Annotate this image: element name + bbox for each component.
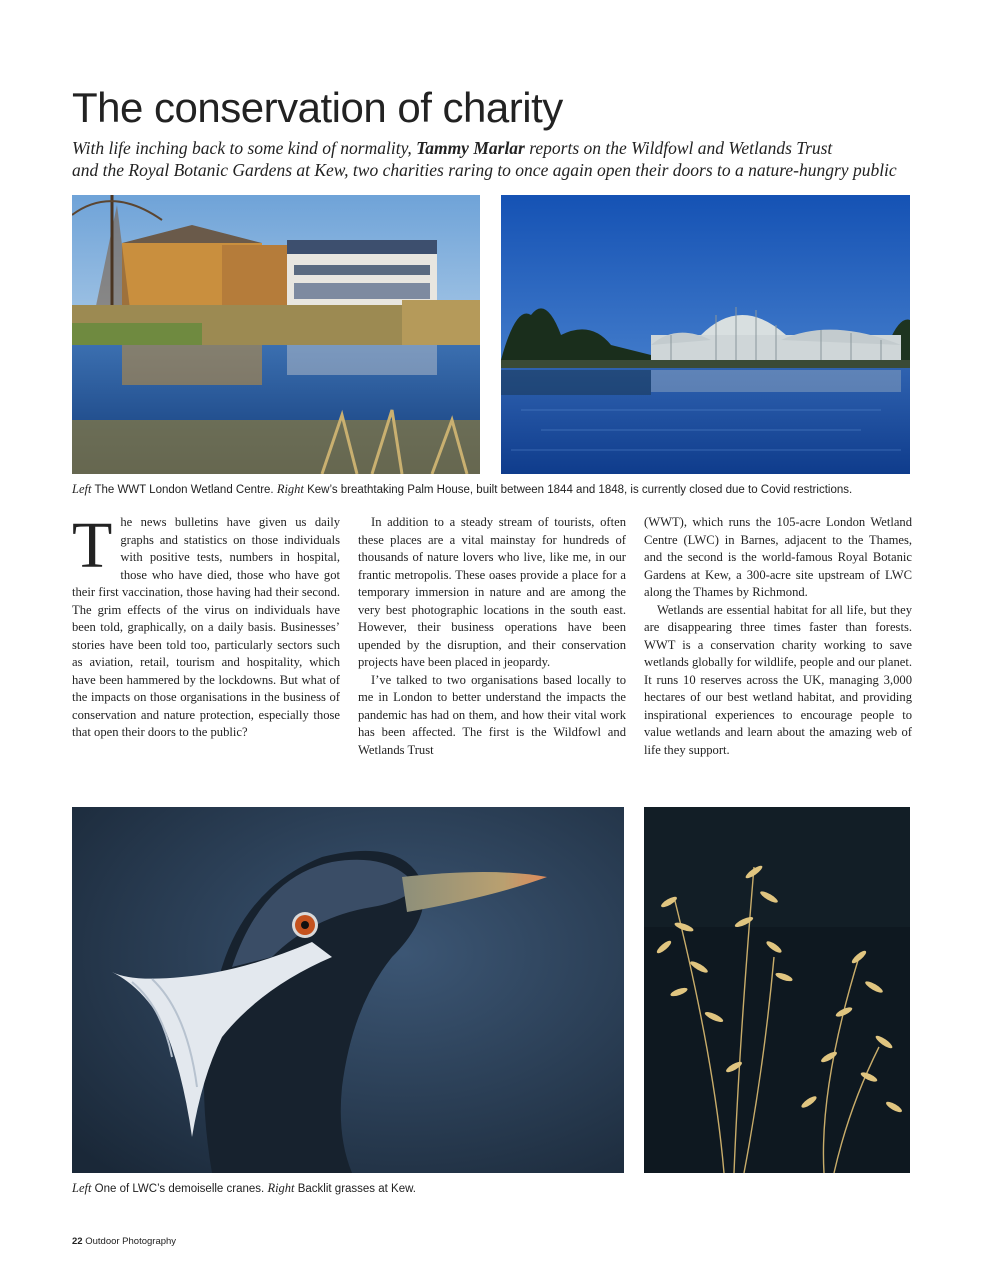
caption-left-label: Left [72, 1181, 92, 1195]
author-name: Tammy Marlar [416, 138, 525, 158]
page-folio [72, 1236, 176, 1247]
body-column-3 [644, 514, 912, 759]
bottom-photo-caption [72, 1181, 416, 1196]
body-text: he news bulletins have given us daily graphs and statistics on those individuals with positive tests, numbers in hospital, those who have died, those who have got their first vaccination, those having had their second. The grim effects of the virus on individuals have been told, graphically, on a daily basis. Businesses’ stories have been told too, particularly sectors such as aviation, retail, tourism and hospitality, which have been hammered by the lockdowns. But what of the impacts on those organisations in the business of conservation and nature protection, especially those that open their doors to the public? [72, 515, 340, 739]
palm-house-photo [501, 195, 910, 474]
publication-name: Outdoor Photography [85, 1236, 177, 1247]
standfirst-line-2: and the Royal Botanic Gardens at Kew, two charities raring to once again open their doors to a nature-hungry public [72, 160, 897, 180]
body-column-1 [72, 509, 340, 742]
body-paragraph: Wetlands are essential habitat for all life, but they are disappearing three times faster than forests. WWT is a conservation charity working to save wetlands globally for wildlife, people and our planet. It runs 10 reserves across the UK, managing 3,000 hectares of our best wetland habitat, and providing inspirational experiences to encourage people to value wetlands and learn about the amazing web of life they support. [644, 602, 912, 757]
demoiselle-crane-photo [72, 807, 624, 1173]
body-paragraph: (WWT), which runs the 105-acre London Wetland Centre (LWC) in Barnes, adjacent to the Thames, and the second is the world-famous Royal Botanic Gardens at Kew, a 300-acre site upstream of LWC along the Thames by Richmond. [644, 515, 912, 599]
caption-right-label: Right [276, 482, 304, 496]
wetland-centre-photo [72, 195, 480, 474]
caption-right-label: Right [267, 1181, 295, 1195]
caption-left-text: One of LWC’s demoiselle cranes. [91, 1183, 268, 1195]
standfirst-intro: With life inching back to some kind of normality, [72, 138, 417, 158]
page-number: 22 [72, 1236, 83, 1247]
standfirst [72, 137, 922, 181]
body-paragraph: In addition to a steady stream of tourists, often these places are a vital mainstay for hundreds of thousands of nature lovers who live, like me, in our frantic metropolis. These oases provide a place for a temporary immersion in nature and are among the very best photographic locations in the south east. However, their business operations have been upended by the disruption, and their conservation projects have been placed in jeopardy. [358, 515, 626, 669]
drop-cap: T [72, 509, 113, 582]
body-paragraph [72, 509, 340, 742]
top-photo-caption [72, 482, 852, 497]
body-paragraph: I’ve talked to two organisations based locally to me in London to better understand the impacts the pandemic has had on them, and how their vital work has been affected. The first is the Wildfowl and Wetlands Trust [358, 672, 626, 757]
caption-left-text: The WWT London Wetland Centre. [91, 484, 277, 496]
body-column-2 [358, 514, 626, 759]
backlit-grasses-photo [644, 807, 910, 1173]
standfirst-continuation: reports on the Wildfowl and Wetlands Trust [524, 138, 833, 158]
article-title: The conservation of charity [72, 84, 563, 131]
standfirst-line-1 [72, 137, 922, 159]
caption-right-text: Backlit grasses at Kew. [294, 1183, 416, 1195]
caption-right-text: Kew’s breathtaking Palm House, built between 1844 and 1848, is currently closed due to Covid restrictions. [303, 484, 853, 496]
caption-left-label: Left [72, 482, 92, 496]
